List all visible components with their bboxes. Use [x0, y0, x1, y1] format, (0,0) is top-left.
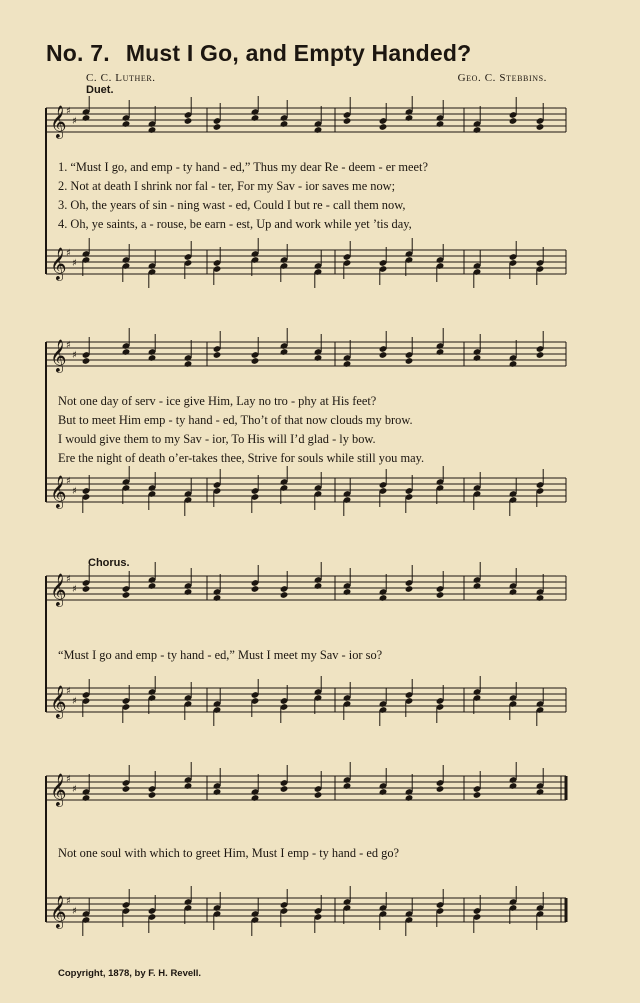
note-head [184, 117, 193, 125]
note-head [379, 123, 388, 131]
hymn-number: No. 7. [46, 40, 110, 66]
note-head [82, 585, 91, 593]
treble-clef-icon: 𝄞 [50, 339, 67, 372]
sharp-icon: ♯ [72, 116, 77, 127]
note-head [280, 785, 289, 793]
treble-staff [46, 328, 566, 373]
note-head [436, 120, 445, 128]
treble-clef-icon: 𝄞 [50, 895, 67, 928]
treble-clef-icon: 𝄞 [50, 773, 67, 806]
note-head [509, 360, 518, 368]
sharp-icon: ♯ [66, 106, 71, 117]
sharp-icon: ♯ [72, 258, 77, 269]
note-head [314, 126, 323, 134]
treble-staff [46, 562, 566, 607]
note-head [379, 788, 388, 796]
verse-lyrics-part1 [58, 158, 568, 234]
note-head [184, 360, 193, 368]
sharp-icon: ♯ [66, 340, 71, 351]
note-head [343, 588, 352, 596]
note-head [82, 114, 91, 122]
sharp-icon: ♯ [72, 486, 77, 497]
note-head [473, 791, 482, 799]
verse-2-line-a: 2. Not at death I shrink nor fal - ter, For my Sav - ior saves me now; [58, 179, 396, 193]
note-head [405, 357, 414, 365]
note-head [473, 126, 482, 134]
note-head [82, 357, 91, 365]
note-head [213, 788, 222, 796]
lyricist-credit: C. C. Luther. [86, 72, 156, 84]
note-head [314, 582, 323, 590]
sharp-icon: ♯ [66, 248, 71, 259]
sharp-icon: ♯ [66, 476, 71, 487]
note-head [251, 585, 260, 593]
chorus-lyrics-1 [58, 646, 568, 665]
chorus-line-2: Not one soul with which to greet Him, Must I emp - ty hand - ed go? [58, 846, 400, 860]
verse-4-line-b: Ere the night of death o’er-takes thee, Strive for souls while still you may. [58, 451, 425, 465]
note-head [536, 788, 545, 796]
note-head [251, 794, 260, 802]
note-head [213, 351, 222, 359]
note-head [213, 594, 222, 602]
verse-1-line-b: Not one day of serv - ice give Him, Lay no tro - phy at His feet? [58, 394, 377, 408]
note-head [280, 591, 289, 599]
note-head [436, 591, 445, 599]
note-head [405, 794, 414, 802]
note-head [148, 791, 157, 799]
sharp-icon: ♯ [66, 574, 71, 585]
note-head [536, 351, 545, 359]
verse-1-line-a: 1. “Must I go, and emp - ty hand - ed,” Thus my dear Re - deem - er meet? [58, 160, 428, 174]
note-head [82, 794, 91, 802]
treble-clef-icon: 𝄞 [50, 685, 67, 718]
treble-clef-icon: 𝄞 [50, 105, 67, 138]
note-head [184, 588, 193, 596]
sharp-icon: ♯ [66, 686, 71, 697]
note-head [122, 120, 131, 128]
treble-staff [46, 762, 566, 807]
note-head [343, 360, 352, 368]
sharp-icon: ♯ [72, 696, 77, 707]
note-head [405, 114, 414, 122]
verse-2-line-b: But to meet Him emp - ty hand - ed, Tho’t of that now clouds my brow. [58, 413, 413, 427]
bass-staff [46, 466, 566, 516]
note-head [343, 782, 352, 790]
note-head [122, 348, 131, 356]
note-head [184, 782, 193, 790]
note-head [509, 782, 518, 790]
verse-4-line-a: 4. Oh, ye saints, a - rouse, be earn - est, Up and work while yet ’tis day, [58, 217, 412, 231]
bass-staff [46, 886, 566, 936]
note-head [473, 354, 482, 362]
note-head [122, 591, 131, 599]
note-head [436, 348, 445, 356]
chorus-line-1: “Must I go and emp - ty hand - ed,” Must I meet my Sav - ior so? [58, 648, 383, 662]
note-head [280, 348, 289, 356]
note-head [314, 791, 323, 799]
note-head [148, 126, 157, 134]
note-head [536, 123, 545, 131]
chorus-marking: Chorus. [88, 557, 130, 569]
note-head [536, 594, 545, 602]
verse-3-line-a: 3. Oh, the years of sin - ning wast - ed, Could I but re - call them now, [58, 198, 406, 212]
treble-staff [46, 96, 566, 139]
composer-credit: Geo. C. Stebbins. [457, 72, 547, 84]
note-head [509, 117, 518, 125]
sharp-icon: ♯ [66, 774, 71, 785]
note-head [379, 351, 388, 359]
note-head [213, 123, 222, 131]
duet-marking: Duet. [86, 84, 114, 96]
verse-lyrics-part2 [58, 392, 568, 468]
bass-staff [46, 238, 566, 288]
hymn-title-line [46, 40, 471, 67]
note-head [473, 582, 482, 590]
chorus-lyrics-2 [58, 844, 568, 863]
note-head [379, 594, 388, 602]
note-head [280, 120, 289, 128]
note-head [314, 354, 323, 362]
sharp-icon: ♯ [72, 350, 77, 361]
note-head [122, 785, 131, 793]
treble-clef-icon: 𝄞 [50, 247, 67, 280]
note-head [343, 117, 352, 125]
treble-clef-icon: 𝄞 [50, 573, 67, 606]
treble-clef-icon: 𝄞 [50, 475, 67, 508]
bass-staff [46, 676, 566, 726]
hymn-title: Must I Go, and Empty Handed? [125, 40, 472, 66]
note-head [436, 785, 445, 793]
note-head [148, 582, 157, 590]
sharp-icon: ♯ [72, 906, 77, 917]
note-head [509, 588, 518, 596]
note-head [251, 357, 260, 365]
verse-3-line-b: I would give them to my Sav - ior, To His will I’d glad - ly bow. [58, 432, 376, 446]
sharp-icon: ♯ [72, 784, 77, 795]
sharp-icon: ♯ [72, 584, 77, 595]
note-head [251, 114, 260, 122]
copyright-notice: Copyright, 1878, by F. H. Revell. [58, 968, 202, 979]
note-head [405, 585, 414, 593]
note-head [148, 354, 157, 362]
sharp-icon: ♯ [66, 896, 71, 907]
